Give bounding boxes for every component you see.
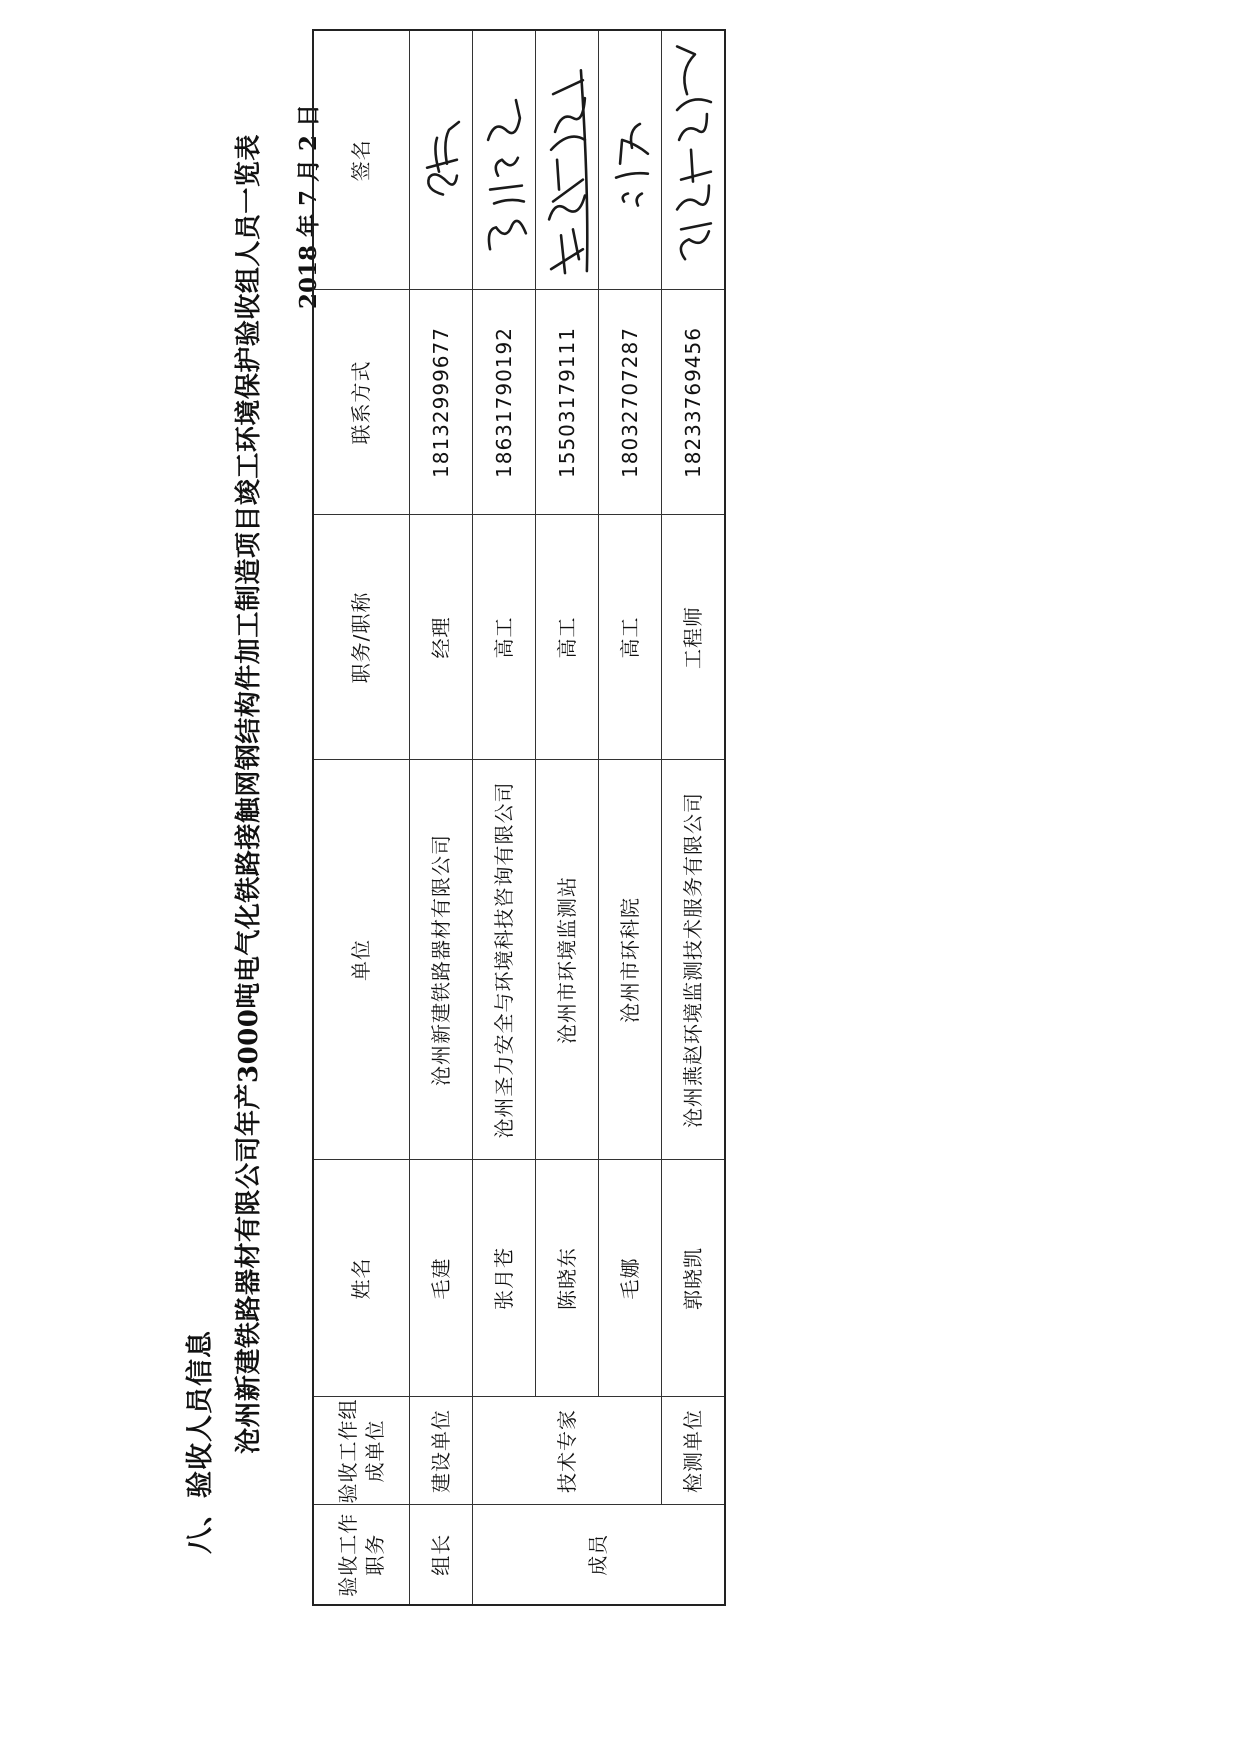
org-type-cell: 检测单位	[662, 1397, 726, 1505]
section-heading: 八、验收人员信息	[185, 1330, 216, 1554]
contact-cell: 18233769456	[662, 290, 726, 515]
table-row	[410, 30, 473, 1605]
handwritten-signature	[476, 31, 532, 290]
position-cell: 高工	[473, 515, 536, 760]
position-cell: 经理	[410, 515, 473, 760]
signature-cell	[662, 30, 726, 290]
unit-cell: 沧州市环科院	[599, 760, 662, 1160]
header-name: 姓名	[313, 1160, 410, 1397]
header-contact: 联系方式	[313, 290, 410, 515]
unit-cell: 沧州圣力安全与环境科技咨询有限公司	[473, 760, 536, 1160]
name-cell: 毛建	[410, 1160, 473, 1397]
role-cell: 组长	[410, 1505, 473, 1605]
contact-cell: 18631790192	[473, 290, 536, 515]
header-role: 验收工作职务	[313, 1505, 410, 1605]
org-type-cell: 技术专家	[473, 1397, 662, 1505]
contact-cell: 18032707287	[599, 290, 662, 515]
name-cell: 陈晓东	[536, 1160, 599, 1397]
document-title: 沧州新建铁路器材有限公司年产3000吨电气化铁路接触网钢结构件加工制造项目竣工环境保护验收组人员一览表	[234, 134, 264, 1454]
signature-cell	[473, 30, 536, 290]
header-position: 职务/职称	[313, 515, 410, 760]
position-cell: 高工	[536, 515, 599, 760]
name-cell: 郭晓凯	[662, 1160, 726, 1397]
unit-cell: 沧州新建铁路器材有限公司	[410, 760, 473, 1160]
position-cell: 高工	[599, 515, 662, 760]
unit-cell: 沧州市环境监测站	[536, 760, 599, 1160]
handwritten-signature	[665, 31, 721, 290]
contact-cell: 15503179111	[536, 290, 599, 515]
table-row	[473, 30, 536, 1605]
signature-cell	[410, 30, 473, 290]
handwritten-signature	[602, 31, 658, 290]
document-date: 2018 年 7 月 2 日	[295, 103, 322, 309]
name-cell: 张月苍	[473, 1160, 536, 1397]
position-cell: 工程师	[662, 515, 726, 760]
signature-cell	[599, 30, 662, 290]
header-org-type: 验收工作组成单位	[313, 1397, 410, 1505]
table-header-row	[313, 30, 410, 1605]
table-row	[662, 30, 726, 1605]
header-signature: 签名	[313, 30, 410, 290]
role-cell: 成员	[473, 1505, 726, 1605]
acceptance-members-table	[312, 29, 726, 1606]
name-cell: 毛娜	[599, 1160, 662, 1397]
handwritten-signature	[539, 31, 595, 290]
contact-cell: 18132999677	[410, 290, 473, 515]
handwritten-signature	[413, 31, 469, 290]
unit-cell: 沧州燕赵环境监测技术服务有限公司	[662, 760, 726, 1160]
org-type-cell: 建设单位	[410, 1397, 473, 1505]
signature-cell	[536, 30, 599, 290]
header-unit: 单位	[313, 760, 410, 1160]
table-row	[599, 30, 662, 1605]
table-row	[536, 30, 599, 1605]
